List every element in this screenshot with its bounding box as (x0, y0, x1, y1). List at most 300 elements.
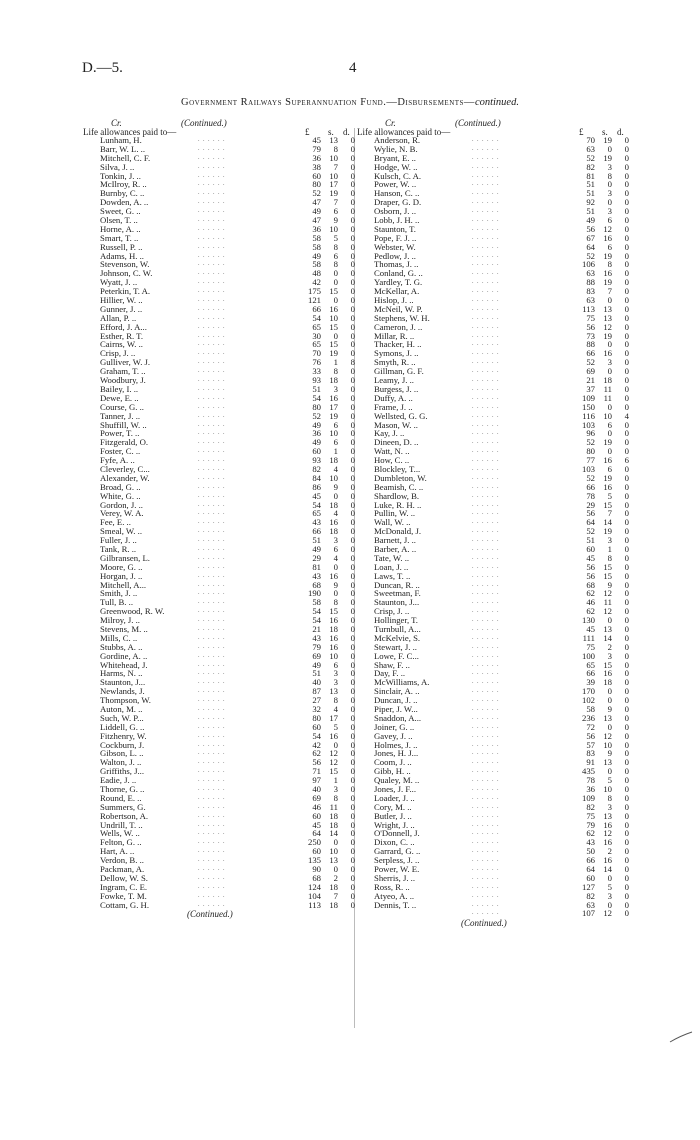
leader-dots: . . . . . . (198, 368, 226, 375)
shillings-value: 7 (333, 161, 338, 172)
shillings-value: 13 (603, 312, 612, 323)
shillings-value: 16 (603, 819, 612, 830)
shillings-value: 12 (603, 730, 612, 741)
shillings-value: 10 (329, 170, 338, 181)
payee-name: McNeil, W. P. (374, 303, 423, 314)
pounds-value: 82 (586, 890, 595, 901)
payee-name: Gordine, A. .. (100, 650, 148, 661)
payee-name: Shardlow, B. (374, 490, 420, 501)
leader-dots: . . . . . . (472, 261, 500, 268)
payee-name: McKellar, A. (374, 286, 420, 297)
pence-value: 0 (350, 508, 355, 519)
pounds-value: 65 (586, 659, 595, 670)
pounds-value: 47 (312, 197, 321, 208)
pence-value: 0 (624, 250, 629, 261)
pounds-value: 111 (582, 632, 595, 643)
leader-dots: . . . . . . (198, 537, 226, 544)
leader-dots: . . . . . . (198, 359, 226, 366)
shillings-value: 0 (333, 268, 338, 279)
shillings-value: 0 (607, 428, 612, 439)
leader-dots: . . . . . . (472, 848, 500, 855)
leader-dots: . . . . . . (472, 554, 500, 561)
payee-name: Staunton, J... (374, 597, 420, 608)
pounds-value: 52 (586, 437, 595, 448)
leader-dots: . . . . . . (472, 768, 500, 775)
payee-name: Barnett, J. .. (374, 535, 416, 546)
pence-value: 0 (624, 801, 629, 812)
shillings-value: 2 (607, 641, 612, 652)
payee-name: Shaw, F. .. (374, 659, 410, 670)
leader-dots: . . . . . . (472, 430, 500, 437)
leader-dots: . . . . . . (472, 377, 500, 384)
pence-value: 0 (624, 597, 629, 608)
pounds-value: 47 (312, 215, 321, 226)
pounds-value: 60 (312, 846, 321, 857)
shillings-value: 8 (607, 552, 612, 563)
leader-dots: . . . . . . (198, 208, 226, 215)
pence-value: 0 (350, 872, 355, 883)
leader-dots: . . . . . . (472, 528, 500, 535)
shillings-value: 13 (329, 135, 338, 145)
payee-name: Qualey, M. .. (374, 775, 420, 786)
pounds-value: 190 (307, 588, 321, 599)
pounds-value: 62 (586, 588, 595, 599)
pence-value: 0 (350, 312, 355, 323)
pence-value: 0 (350, 552, 355, 563)
leader-dots: . . . . . . (472, 359, 500, 366)
leader-dots: . . . . . . (472, 341, 500, 348)
pounds-value: 64 (586, 241, 595, 252)
payee-name: Dineen, D. .. (374, 437, 419, 448)
payee-name: Snaddon, A... (374, 712, 422, 723)
payee-name: Cockburn, J. (100, 739, 145, 750)
leader-dots: . . . . . . (198, 812, 226, 819)
payee-name: Horgan, J. .. (100, 570, 143, 581)
shillings-value: 3 (333, 535, 338, 546)
pounds-value: 150 (581, 401, 595, 412)
leader-dots: . . . . . . (198, 617, 226, 624)
pence-value: 0 (624, 864, 629, 875)
leader-dots: . . . . . . (198, 439, 226, 446)
shillings-value: 18 (329, 881, 338, 892)
pence-value: 0 (624, 543, 629, 554)
shillings-value: 19 (329, 410, 338, 421)
pounds-value: 81 (586, 170, 595, 181)
pounds-value: 62 (586, 828, 595, 839)
leader-dots: . . . . . . (472, 670, 500, 677)
leader-dots: . . . . . . (198, 172, 226, 179)
payee-name: Cottam, G. H. (100, 899, 149, 910)
payee-name: Webster, W. (374, 241, 416, 252)
shillings-value: 15 (329, 606, 338, 617)
pence-value: 0 (350, 686, 355, 697)
pence-value: 0 (624, 490, 629, 501)
pence-value: 0 (350, 259, 355, 270)
payee-name: Atyeo, A. .. (374, 890, 415, 901)
shillings-value: 8 (607, 792, 612, 803)
leader-dots: . . . . . . (198, 706, 226, 712)
pence-value: 0 (350, 890, 355, 901)
shillings-value: 16 (329, 632, 338, 643)
payee-name: Ingram, C. E. (100, 881, 148, 892)
shillings-value: 3 (607, 161, 612, 172)
shillings-value: 19 (329, 348, 338, 359)
pence-value: 0 (624, 748, 629, 759)
pounds-value: 113 (582, 303, 595, 314)
payee-name: Woodbury, J. (100, 375, 146, 386)
pounds-header: £ (305, 127, 310, 137)
payee-name: Tanner, J. .. (100, 410, 141, 421)
leader-dots: . . . . . . (198, 483, 226, 490)
payee-name: Duncan, R. .. (374, 579, 420, 590)
leader-dots: . . . . . . (198, 652, 226, 659)
pence-value: 0 (624, 517, 629, 528)
payee-name: Efford, J. A... (100, 321, 147, 332)
pounds-value: 82 (586, 801, 595, 812)
pence-value: 0 (350, 766, 355, 777)
pounds-header: £ (579, 127, 584, 137)
payee-name: Tank, R. .. (100, 543, 137, 554)
pence-value: 0 (350, 410, 355, 421)
shillings-value: 8 (333, 695, 338, 706)
pence-value: 0 (350, 215, 355, 226)
pence-value: 0 (624, 588, 629, 599)
shillings-value: 6 (607, 215, 612, 226)
pence-value: 0 (624, 686, 629, 697)
pounds-value: 109 (581, 792, 595, 803)
shillings-value: 0 (607, 872, 612, 883)
pence-value: 0 (350, 846, 355, 857)
pounds-value: 107 (581, 908, 595, 919)
shillings-value: 13 (329, 686, 338, 697)
pence-value: 0 (350, 704, 355, 714)
leader-dots: . . . . . . (472, 421, 500, 428)
payee-name: Wall, W. .. (374, 517, 411, 528)
leader-dots: . . . . . . (198, 581, 226, 588)
pence-value: 0 (624, 188, 629, 199)
pounds-value: 42 (312, 739, 321, 750)
pence-value: 0 (624, 170, 629, 181)
pounds-value: 79 (586, 819, 595, 830)
payee-name: Fee, E. .. (100, 517, 131, 528)
pounds-value: 80 (586, 446, 595, 457)
shillings-value: 6 (333, 659, 338, 670)
leader-dots: . . . . . . (198, 217, 226, 224)
pounds-value: 58 (312, 597, 321, 608)
leader-dots: . . . . . . (472, 634, 500, 641)
leader-dots: . . . . . . (198, 350, 226, 357)
payee-name: Wyatt, J. .. (100, 277, 138, 288)
shillings-value: 9 (333, 579, 338, 590)
pence-value: 0 (350, 739, 355, 750)
pounds-value: 75 (586, 312, 595, 323)
pence-value: 0 (624, 383, 629, 394)
pence-value: 0 (624, 375, 629, 386)
leader-dots: . . . . . . (472, 732, 500, 739)
pence-value: 0 (350, 321, 355, 332)
pence-value: 0 (624, 526, 629, 537)
leader-dots: . . . . . . (198, 377, 226, 384)
shillings-value: 8 (333, 241, 338, 252)
pence-value: 0 (624, 179, 629, 190)
leader-dots: . . . . . . (198, 768, 226, 775)
shillings-value: 13 (329, 855, 338, 866)
pence-value: 0 (350, 517, 355, 528)
pounds-value: 32 (312, 704, 321, 714)
pounds-value: 66 (586, 348, 595, 359)
pounds-value: 60 (586, 872, 595, 883)
pounds-value: 77 (586, 455, 595, 466)
shillings-value: 9 (607, 704, 612, 714)
pounds-value: 88 (586, 277, 595, 288)
shillings-value: 16 (329, 615, 338, 626)
pence-value: 0 (350, 161, 355, 172)
payee-name: Verdon, B. .. (100, 855, 144, 866)
pence-value: 0 (624, 295, 629, 306)
pence-value: 0 (350, 455, 355, 466)
shillings-value: 4 (333, 704, 338, 714)
shillings-value: 9 (333, 215, 338, 226)
payee-name: Piper, J. W... (374, 704, 418, 714)
shillings-value: 15 (603, 561, 612, 572)
pence-value: 0 (350, 801, 355, 812)
payee-name: Fitzgerald, O. (100, 437, 149, 448)
payee-name: Peterkin, T. A. (100, 286, 151, 297)
pence-value: 0 (624, 623, 629, 634)
pence-value: 0 (350, 295, 355, 306)
pence-value: 0 (350, 135, 355, 145)
pence-value: 0 (624, 152, 629, 163)
pounds-value: 52 (586, 152, 595, 163)
leader-dots: . . . . . . (472, 163, 500, 170)
pence-value: 0 (624, 312, 629, 323)
shillings-value: 19 (603, 152, 612, 163)
leader-dots: . . . . . . (198, 279, 226, 286)
payee-name: Leamy, J. .. (374, 375, 414, 386)
pounds-value: 103 (581, 463, 595, 474)
leader-dots: . . . . . . (472, 314, 500, 321)
shillings-value: 12 (603, 588, 612, 599)
shillings-value: 0 (333, 561, 338, 572)
pounds-value: 39 (586, 677, 595, 688)
pounds-value: 51 (586, 206, 595, 217)
pence-value: 0 (624, 819, 629, 830)
pounds-value: 52 (586, 250, 595, 261)
leader-dots: . . . . . . (198, 563, 226, 570)
payee-name: Graham, T. .. (100, 366, 146, 377)
payee-name: Lobb, J. H. .. (374, 215, 420, 226)
leader-dots: . . . . . . (198, 590, 226, 597)
leader-dots: . . . . . . (198, 225, 226, 232)
pounds-value: 106 (581, 259, 595, 270)
payee-name: Jones, H. J... (374, 748, 419, 759)
pounds-value: 43 (312, 570, 321, 581)
pounds-value: 36 (586, 784, 595, 795)
pounds-value: 52 (586, 472, 595, 483)
leader-dots: . . . . . . (198, 385, 226, 392)
pence-value: 0 (350, 632, 355, 643)
pence-value: 0 (624, 463, 629, 474)
pence-value: 0 (350, 597, 355, 608)
leader-dots: . . . . . . (472, 545, 500, 552)
shillings-value: 8 (607, 259, 612, 270)
pounds-value: 54 (312, 392, 321, 403)
leader-dots: . . . . . . (472, 812, 500, 819)
pence-value: 0 (624, 615, 629, 626)
leader-dots: . . . . . . (472, 803, 500, 810)
document-reference: D.—5. (82, 60, 123, 76)
payee-name: Bryant, E. .. (374, 152, 416, 163)
pounds-value: 68 (312, 579, 321, 590)
leader-dots: . . . . . . (472, 830, 500, 837)
payee-name: Gunner, J. .. (100, 303, 143, 314)
pounds-value: 72 (586, 721, 595, 732)
payee-name: Liddell, G. .. (100, 721, 145, 732)
pounds-value: 96 (586, 428, 595, 439)
shillings-value: 3 (607, 650, 612, 661)
pence-value: 0 (624, 641, 629, 652)
shillings-header: s. (328, 127, 334, 137)
payee-name: Smyth, R. .. (374, 357, 416, 368)
leader-dots: . . . . . . (198, 714, 226, 721)
pence-value: 0 (624, 419, 629, 430)
leader-dots: . . . . . . (198, 750, 226, 757)
pence-value: 0 (350, 250, 355, 261)
shillings-value: 5 (333, 721, 338, 732)
payee-name: Power, W. E. (374, 864, 420, 875)
pence-value: 0 (624, 775, 629, 786)
payee-name: Dumbleton, W. (374, 472, 427, 483)
shillings-value: 10 (603, 739, 612, 750)
payee-name: Pullin, W. .. (374, 508, 416, 519)
pence-value: 0 (350, 881, 355, 892)
payee-name: Shuffill, W. .. (100, 419, 147, 430)
leader-dots: . . . . . . (198, 554, 226, 561)
leader-dots: . . . . . . (472, 270, 500, 277)
pounds-value: 121 (307, 295, 321, 306)
pence-value: 0 (350, 499, 355, 510)
shillings-value: 5 (607, 775, 612, 786)
payee-name: Felton, G. .. (100, 837, 142, 848)
leader-dots: . . . . . . (198, 412, 226, 419)
payee-name: Smeal, W. .. (100, 526, 142, 537)
pence-value: 0 (624, 499, 629, 510)
pence-value: 0 (350, 463, 355, 474)
payee-name: Cory, M. .. (374, 801, 412, 812)
pence-value: 0 (350, 446, 355, 457)
pence-value: 4 (624, 410, 629, 421)
pence-value: 0 (350, 543, 355, 554)
shillings-value: 4 (333, 552, 338, 563)
shillings-value: 13 (603, 757, 612, 768)
payee-name: Wright, J. .. (374, 819, 415, 830)
pence-value: 0 (350, 223, 355, 234)
leader-dots: . . . . . . (198, 643, 226, 650)
shillings-value: 15 (603, 499, 612, 510)
payee-name: Blockley, T... (374, 463, 421, 474)
shillings-value: 18 (329, 526, 338, 537)
leader-dots: . . . . . . (198, 723, 226, 730)
payee-name: Round, E. .. (100, 792, 142, 803)
shillings-value: 10 (329, 428, 338, 439)
leader-dots: . . . . . . (472, 679, 500, 686)
payee-name: Barber, A. .. (374, 543, 417, 554)
pence-value: 0 (624, 330, 629, 341)
pounds-value: 130 (581, 615, 595, 626)
payee-name: Frame, J. .. (374, 401, 413, 412)
pence-value: 0 (350, 757, 355, 768)
shillings-value: 12 (603, 321, 612, 332)
payee-name: Gilbransen, L. (100, 552, 150, 563)
shillings-value: 12 (603, 828, 612, 839)
shillings-value: 7 (333, 890, 338, 901)
column-footer (357, 918, 633, 927)
leader-dots: . . . . . . (472, 225, 500, 232)
payee-name: Anderson, R. (374, 135, 421, 145)
pence-value: 0 (350, 241, 355, 252)
shillings-value: 1 (333, 357, 338, 368)
shillings-value: 5 (607, 490, 612, 501)
title-continued: continued. (474, 97, 519, 108)
pounds-value: 49 (312, 419, 321, 430)
payee-name: Hanson, C. .. (374, 188, 420, 199)
leader-dots: . . . . . . (198, 777, 226, 784)
pounds-value: 73 (586, 330, 595, 341)
payee-name: Thompson, W. (100, 695, 151, 706)
pounds-value: 68 (586, 579, 595, 590)
payee-name: Gavey, J. .. (374, 730, 413, 741)
shillings-value: 19 (603, 277, 612, 288)
payee-name: White, G. .. (100, 490, 141, 501)
leader-dots: . . . . . . (198, 892, 226, 899)
pence-value: 0 (350, 623, 355, 634)
payee-name: McWilliams, A. (374, 677, 430, 688)
pence-value: 0 (624, 650, 629, 661)
leader-dots: . . . . . . (198, 430, 226, 437)
pounds-value: 49 (312, 250, 321, 261)
leader-dots: . . . . . . (472, 243, 500, 250)
leader-dots: . . . . . . (472, 501, 500, 508)
pence-value: 0 (350, 232, 355, 243)
payee-name: O'Donnell, J. (374, 828, 420, 839)
pence-value: 0 (350, 864, 355, 875)
payee-name: Milroy, J. .. (100, 615, 140, 626)
payee-name: Gillman, G. F. (374, 366, 424, 377)
pounds-value: 51 (586, 179, 595, 190)
shillings-value: 18 (329, 499, 338, 510)
life-allowances-label: Life allowances paid to— (83, 127, 177, 137)
shillings-value: 0 (607, 366, 612, 377)
shillings-value: 17 (329, 712, 338, 723)
pounds-value: 56 (586, 561, 595, 572)
pounds-value: 30 (312, 330, 321, 341)
pence-value: 0 (624, 223, 629, 234)
pounds-value: 97 (312, 775, 321, 786)
shillings-value: 16 (603, 855, 612, 866)
pence-value: 0 (624, 215, 629, 226)
pounds-value: 45 (586, 623, 595, 634)
leader-dots: . . . . . . (198, 830, 226, 837)
leader-dots: . . . . . . (198, 732, 226, 739)
shillings-value: 13 (603, 623, 612, 634)
payee-name: Stewart, J. .. (374, 641, 417, 652)
leader-dots: . . . . . . (198, 474, 226, 481)
leader-dots: . . . . . . (472, 323, 500, 330)
leader-dots: . . . . . . (198, 528, 226, 535)
payee-name: McKelvie, S. (374, 632, 421, 643)
leader-dots: . . . . . . (472, 741, 500, 748)
pence-value: 8 (350, 357, 355, 368)
